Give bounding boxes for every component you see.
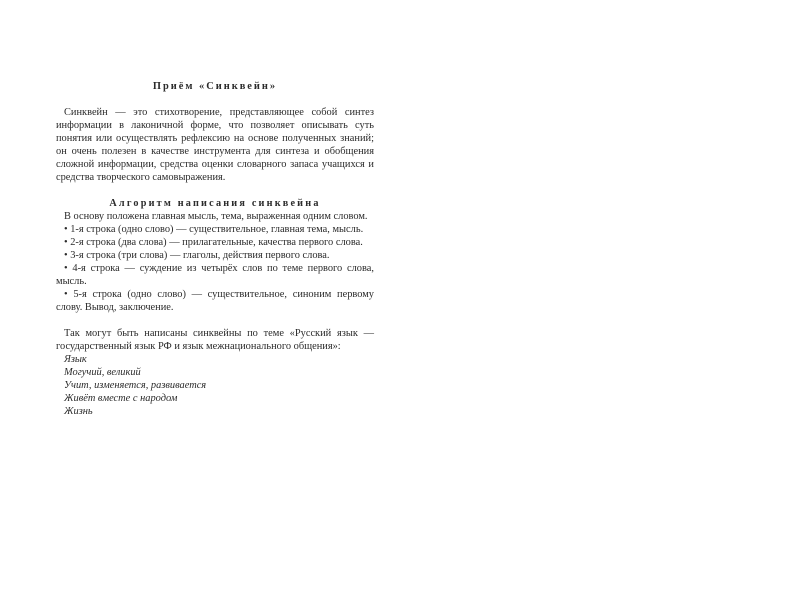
poem-line-2: Могучий, великий (64, 367, 141, 378)
algorithm-lead: В основу положена главная мысль, тема, выраженная одним словом. (64, 211, 368, 222)
step-5: • 5-я строка (одно слово) — существительное, синоним первому слову. Вывод, заключение. (56, 289, 374, 313)
step-3: • 3-я строка (три слова) — глаголы, действия первого слова. (64, 250, 330, 261)
step-1: • 1-я строка (одно слово) — существительное, главная тема, мысль. (64, 224, 364, 235)
poem-line-4: Живёт вместе с народом (64, 393, 178, 404)
poem-line-1: Язык (64, 354, 87, 365)
document-title: Приём «Синквейн» (152, 81, 278, 92)
spacer (56, 314, 374, 327)
poem-line-3: Учит, изменяется, развивается (64, 380, 207, 391)
example-intro: Так могут быть написаны синквейны по теме «Русский язык — государственный язык РФ и язык межнационального общения»: (56, 328, 374, 352)
step-4: • 4-я строка — суждение из четырёх слов по теме первого слова, мысль. (56, 263, 374, 287)
text-column (56, 80, 374, 418)
example-poem (56, 353, 374, 418)
intro-paragraph: Синквейн — это стихотворение, представляющее собой синтез информации в лаконичной форме, что позволяет описывать суть понятия или осуществлять рефлексию на основе полученных знаний; он очень полезен в качестве инструмента для синтеза и обобщения сложной информации, средства оценки словарного запаса учащихся и средства творческого самовыражения. (56, 107, 374, 183)
algorithm-heading: Алгоритм написания синквейна (109, 198, 321, 209)
poem-line-5: Жизнь (64, 406, 93, 417)
step-2: • 2-я строка (два слова) — прилагательные, качества первого слова. (64, 237, 363, 248)
